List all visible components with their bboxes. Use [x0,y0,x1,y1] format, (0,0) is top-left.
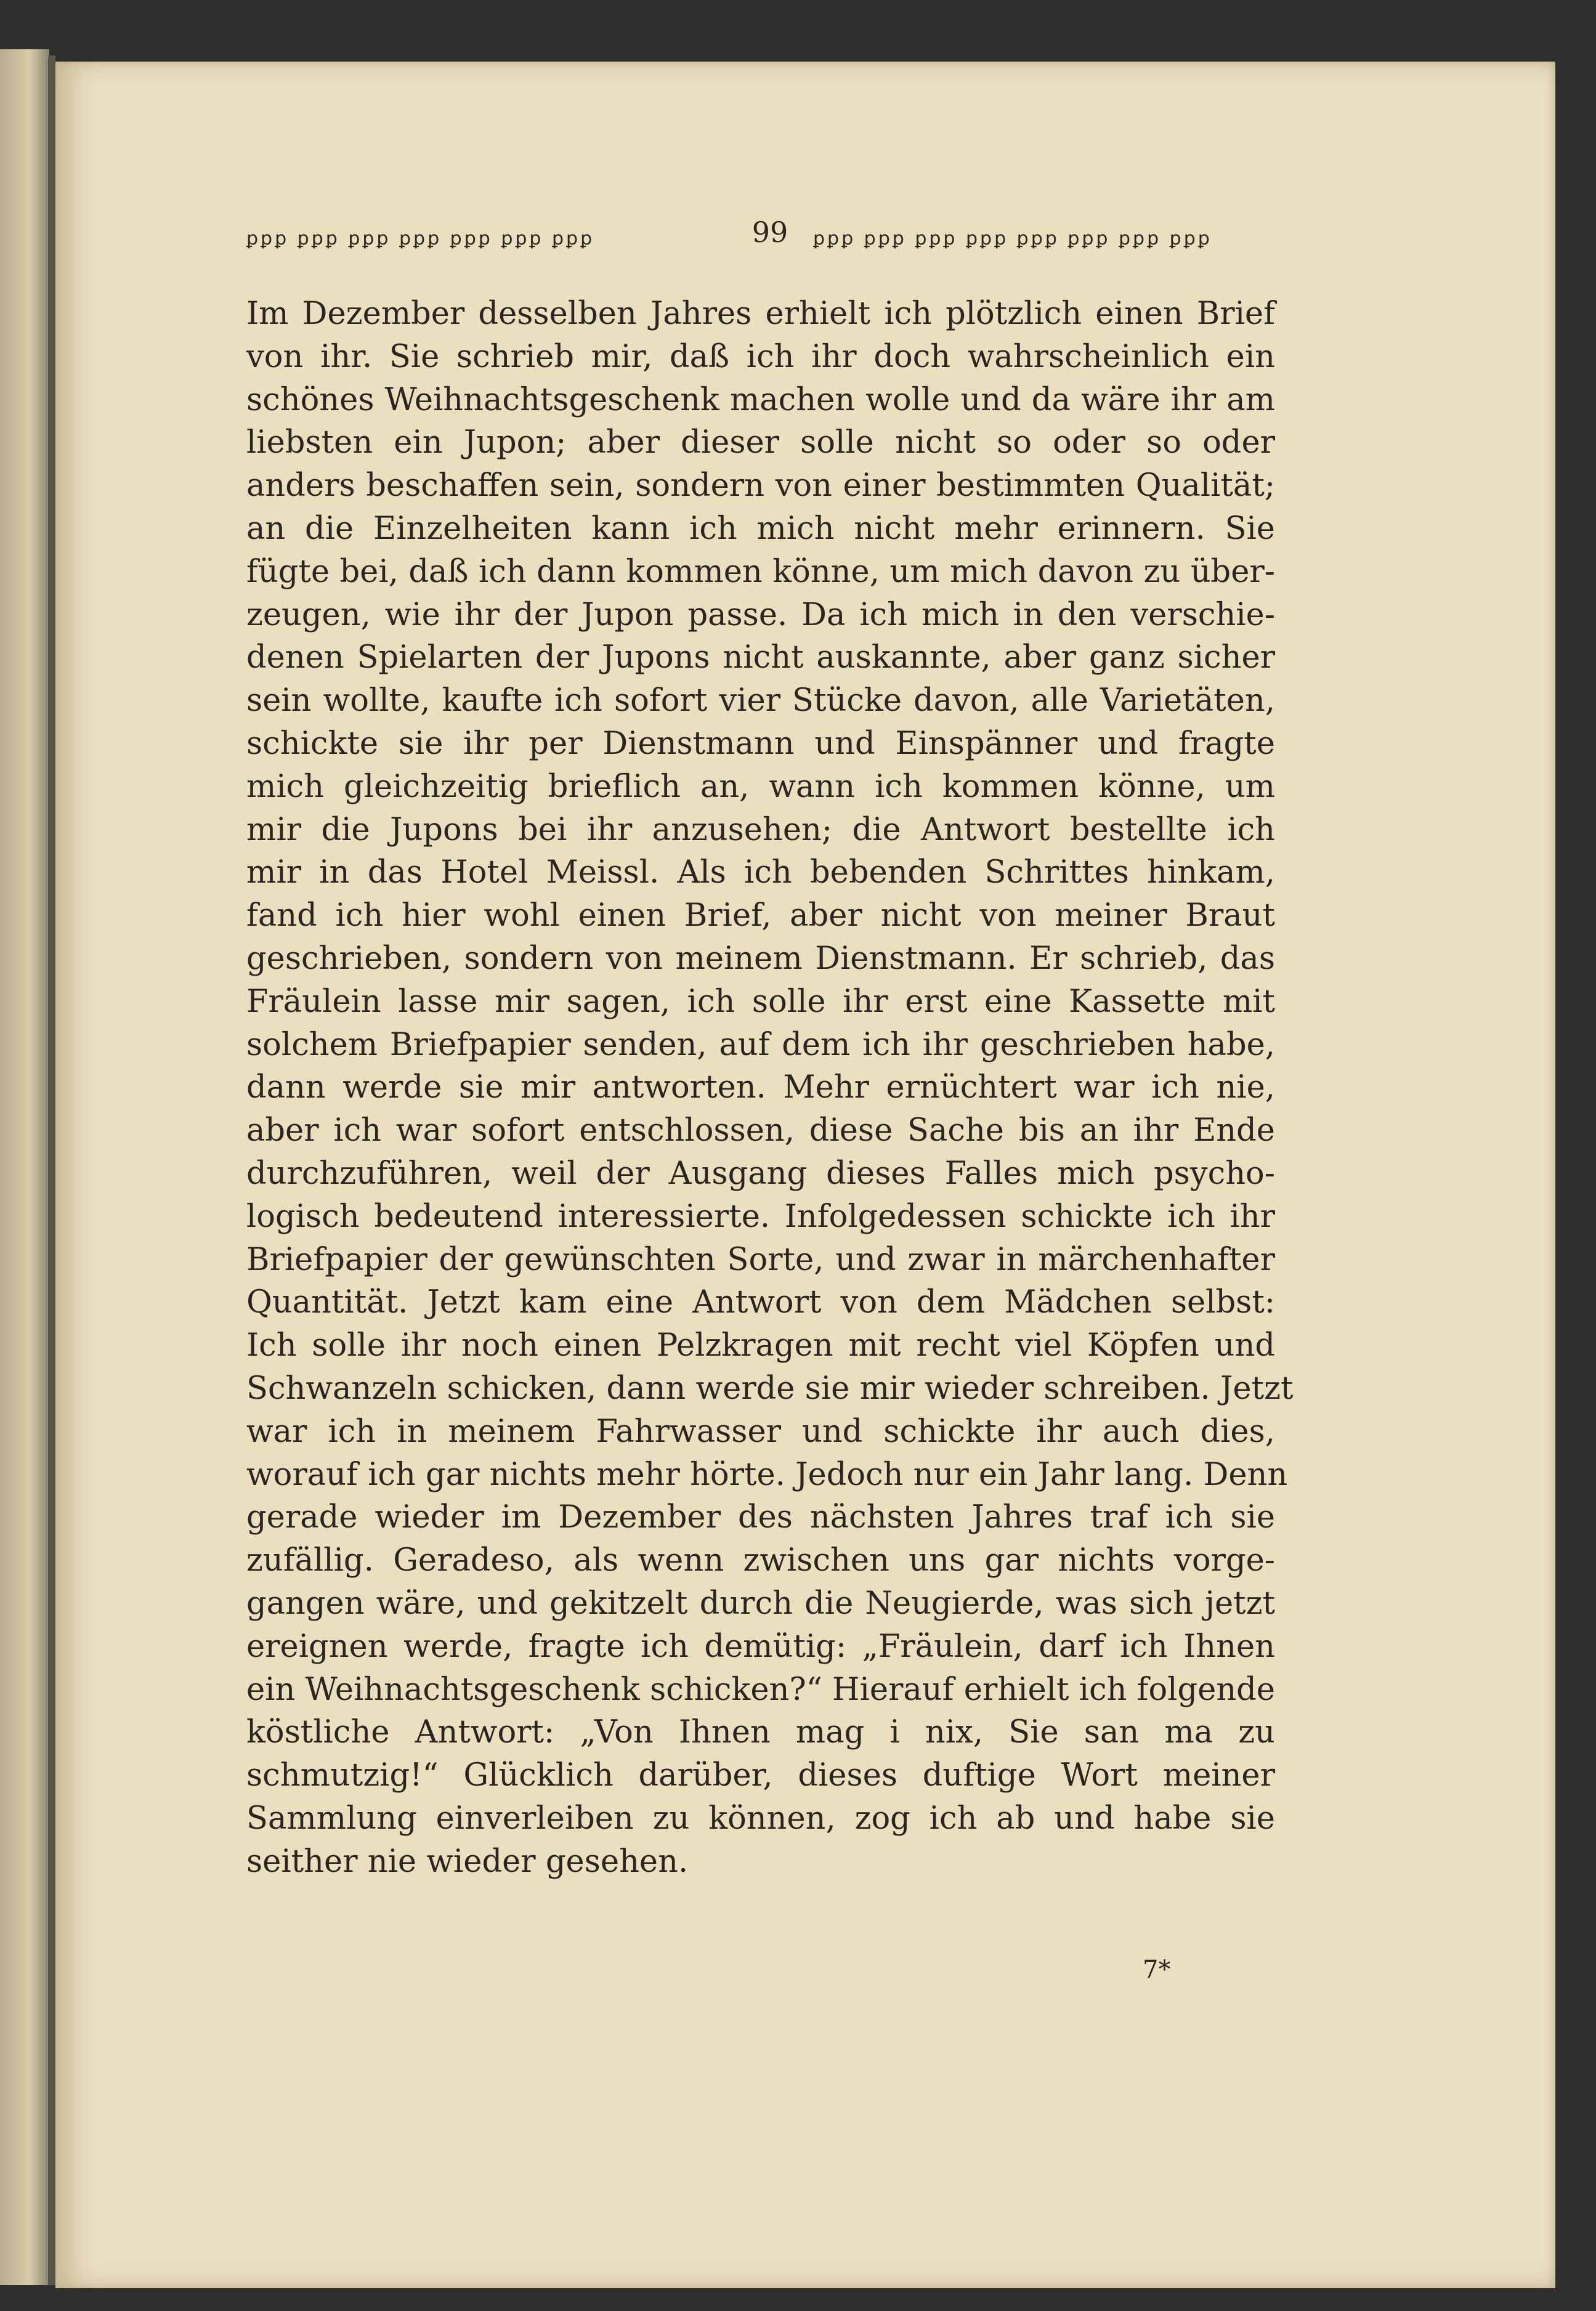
text-line: mir in das Hotel Meissl. Als ich bebenden Schrittes hinkam, [246,854,1275,891]
book-gutter [48,55,55,2285]
text-line: Sammlung einverleiben zu können, zog ich ab und habe sie [246,1800,1275,1837]
facing-page-edge [0,49,49,2285]
text-line: denen Spielarten der Jupons nicht auskannte, aber ganz sicher [246,639,1275,676]
text-line: sein wollte, kaufte ich sofort vier Stücke davon, alle Varietäten, [246,682,1275,719]
text-line: mich gleichzeitig brieflich an, wann ich kommen könne, um [246,768,1275,805]
text-line: zufällig. Geradeso, als wenn zwischen uns gar nichts vorge- [246,1542,1275,1579]
text-line: Quantität. Jetzt kam eine Antwort von dem Mädchen selbst: [246,1284,1275,1321]
text-line: durchzuführen, weil der Ausgang dieses Falles mich psycho- [246,1155,1275,1192]
text-line: seither nie wieder gesehen. [246,1843,689,1880]
text-line: schickte sie ihr per Dienstmann und Einspänner und fragte [246,725,1275,762]
text-line: Briefpapier der gewünschten Sorte, und zwar in märchenhafter [246,1241,1275,1278]
text-line: fand ich hier wohl einen Brief, aber nicht von meiner Braut [246,897,1275,934]
page-number: 99 [751,216,788,249]
text-line: mir die Jupons bei ihr anzusehen; die Antwort bestellte ich [246,811,1275,848]
text-line: ein Weihnachtsgeschenk schicken?“ Hierauf erhielt ich folgende [246,1671,1275,1708]
header-ornament-left [246,228,721,253]
text-line: dann werde sie mir antworten. Mehr ernüchtert war ich nie, [246,1069,1275,1106]
text-line: anders beschaffen sein, sondern von einer bestimmten Qualität; [246,467,1275,504]
text-line: an die Einzelheiten kann ich mich nicht mehr erinnern. Sie [246,510,1275,547]
text-line: zeugen, wie ihr der Jupon passe. Da ich mich in den verschie- [246,596,1275,633]
text-line: solchem Briefpapier senden, auf dem ich ihr geschrieben habe, [246,1026,1275,1063]
text-line: fügte bei, daß ich dann kommen könne, um mich davon zu über- [246,553,1275,590]
text-line: aber ich war sofort entschlossen, diese Sache bis an ihr Ende [246,1112,1275,1149]
text-line: geschrieben, sondern von meinem Dienstmann. Er schrieb, das [246,940,1275,977]
text-line: worauf ich gar nichts mehr hörte. Jedoch nur ein Jahr lang. Denn [246,1456,1288,1493]
text-line: schmutzig!“ Glücklich darüber, dieses duftige Wort meiner [246,1757,1275,1794]
text-line: gangen wäre, und gekitzelt durch die Neugierde, was sich jetzt [246,1585,1275,1622]
text-line: ereignen werde, fragte ich demütig: „Fräulein, darf ich Ihnen [246,1628,1275,1665]
text-line: Ich solle ihr noch einen Pelzkragen mit recht viel Köpfen und [246,1327,1275,1364]
text-line: gerade wieder im Dezember des nächsten Jahres traf ich sie [246,1499,1275,1536]
text-line: liebsten ein Jupon; aber dieser solle nicht so oder so oder [246,424,1275,461]
text-line: von ihr. Sie schrieb mir, daß ich ihr doch wahrscheinlich ein [246,338,1275,375]
printer-signature-mark: 7* [1143,1956,1171,1984]
ornament-left-text: ꝑꝑꝑ ꝑꝑꝑ ꝑꝑꝑ ꝑꝑꝑ ꝑꝑꝑ ꝑꝑꝑ ꝑꝑꝑ [246,228,595,249]
ornament-right-text: ꝑꝑꝑ ꝑꝑꝑ ꝑꝑꝑ ꝑꝑꝑ ꝑꝑꝑ ꝑꝑꝑ ꝑꝑꝑ ꝑꝑꝑ [813,228,1212,249]
text-line: Fräulein lasse mir sagen, ich solle ihr erst eine Kassette mit [246,983,1275,1020]
text-line: logisch bedeutend interessierte. Infolgedessen schickte ich ihr [246,1198,1275,1235]
header-ornament-right [813,228,1287,253]
text-line: Schwanzeln schicken, dann werde sie mir wieder schreiben. Jetzt [246,1370,1294,1407]
text-line: war ich in meinem Fahrwasser und schickte ihr auch dies, [246,1413,1275,1450]
running-header [246,209,1287,271]
text-line: köstliche Antwort: „Von Ihnen mag i nix, Sie san ma zu [246,1714,1275,1751]
text-line: Im Dezember desselben Jahres erhielt ich plötzlich einen Brief [246,296,1275,332]
text-line: schönes Weihnachtsgeschenk machen wolle und da wäre ihr am [246,381,1275,418]
body-text [246,293,1294,1883]
